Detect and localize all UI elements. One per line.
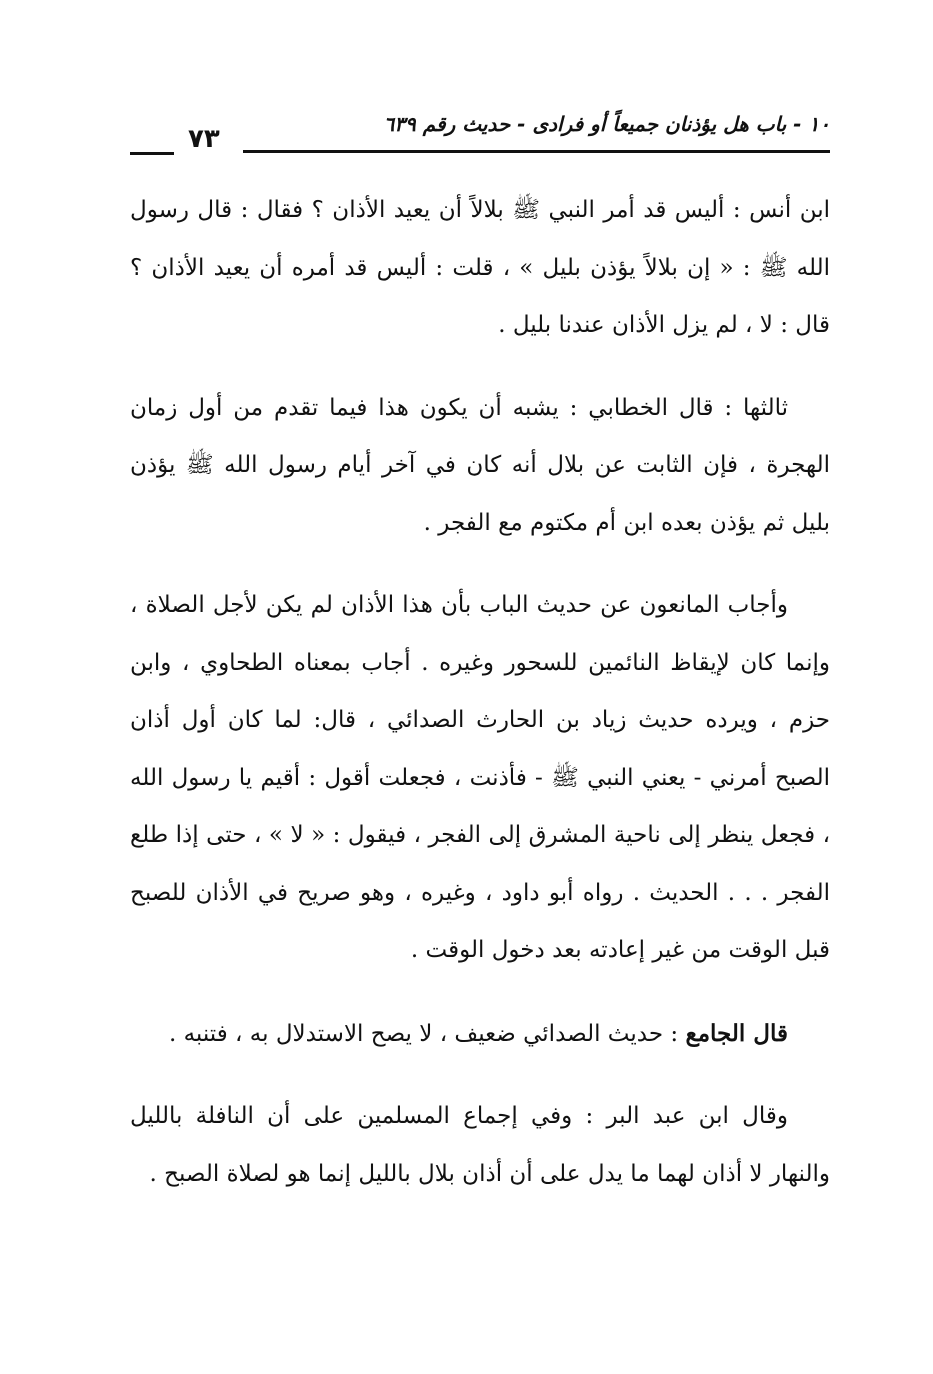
body-text <box>130 182 830 1203</box>
paragraph: ثالثها : قال الخطابي : يشبه أن يكون هذا فيما تقدم من أول زمان الهجرة ، فإن الثابت عن بلال أنه كان في آخر أيام رسول الله ﷺ يؤذن بليل ثم يؤذن بعده ابن أم مكتوم مع الفجر . <box>130 394 830 536</box>
header-rule <box>243 150 830 153</box>
page-number: ٧٣ <box>188 124 220 154</box>
chapter-title: ١٠ - باب هل يؤذنان جميعاً أو فرادى - حديث رقم ٦٣٩ <box>383 112 830 136</box>
section-lead: قال الجامع <box>685 1019 788 1047</box>
paragraph <box>130 1005 830 1064</box>
header-rule-short <box>130 152 174 155</box>
running-header <box>130 98 830 168</box>
paragraph: ابن أنس : أليس قد أمر النبي ﷺ بلالاً أن يعيد الأذان ؟ فقال : قال رسول الله ﷺ : « إن بلالاً يؤذن بليل » ، قلت : أليس قد أمره أن يعيد الأذان ؟ قال : لا ، لم يزل الأذان عندنا بليل . <box>130 197 830 338</box>
paragraph: وأجاب المانعون عن حديث الباب بأن هذا الأذان لم يكن لأجل الصلاة ، وإنما كان لإيقاظ النائمين للسحور وغيره . أجاب بمعناه الطحاوي ، وابن حزم ، ويرده حديث زياد بن الحارث الصدائي ، قال: لما كان أول أذان الصبح أمرني - يعني النبي ﷺ - فأذنت ، فجعلت أقول : أقيم يا رسول الله ، فجعل ينظر إلى ناحية المشرق إلى الفجر ، فيقول : « لا » ، حتى إذا طلع الفجر . . . الحديث . رواه أبو داود ، وغيره ، وهو صريح في الأذان للصبح قبل الوقت من غير إعادته بعد دخول الوقت . <box>130 592 830 963</box>
paragraph: وقال ابن عبد البر : وفي إجماع المسلمين على أن النافلة بالليل والنهار لا أذان لهما ما يدل على أن أذان بلال بالليل إنما هو لصلاة الصبح . <box>130 1103 830 1187</box>
paragraph-text: : حديث الصدائي ضعيف ، لا يصح الاستدلال به ، فتنبه . <box>168 1020 686 1047</box>
